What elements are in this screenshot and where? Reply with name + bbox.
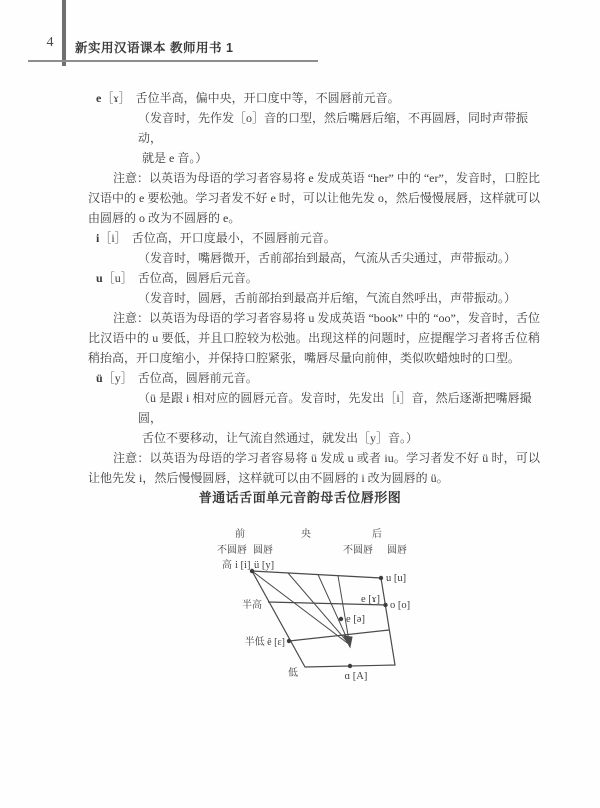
dot-schwa xyxy=(339,617,343,621)
dot-eh xyxy=(287,639,291,643)
dot-a xyxy=(348,664,352,668)
col-label-central: 央 xyxy=(301,529,311,540)
vowel-desc-e: 舌位半高，偏中央，开口度中等，不圆唇前元音。 xyxy=(135,91,400,105)
vowel-label-schwa: e [ə] xyxy=(346,614,365,625)
lip-label-back-rounded: 圆唇 xyxy=(387,545,407,556)
header-divider-bar xyxy=(62,0,66,66)
paren-e-line2: 就是 e 音。） xyxy=(142,151,208,165)
row-label-low: 低 xyxy=(288,668,298,679)
vowel-desc-yu: 舌位高，圆唇前元音。 xyxy=(137,371,258,385)
row-label-high: 高 xyxy=(222,560,232,571)
vowel-desc-u: 舌位高，圆唇后元音。 xyxy=(137,271,258,285)
row-label-mid-high: 半高 xyxy=(242,600,262,611)
vowel-head-e xyxy=(88,88,540,108)
vowel-label-a: ɑ [A] xyxy=(344,671,368,682)
vowel-letter-i: i xyxy=(96,231,100,245)
page-number: 4 xyxy=(46,35,54,50)
note-u: 注意：以英语为母语的学习者容易将 u 发成英语 “book” 中的 “oo”，发音时，舌位比汉语中的 u 要低，并且口腔较为松弛。出现这样的问题时，应提醒学习者将舌位稍稍抬高，开口度缩小，并保持口腔紧张，嘴唇尽量向前伸，类似吹蜡烛时的口型。 xyxy=(88,311,540,365)
lip-label-front-rounded: 圆唇 xyxy=(253,545,273,556)
vowel-ipa-e: ［ɤ］ xyxy=(101,91,131,105)
row-label-mid-low: 半低 ê [ɛ] xyxy=(244,637,285,648)
vowel-label-i: i [i] xyxy=(235,560,251,571)
col-label-front: 前 xyxy=(235,529,245,540)
vowel-label-u: u [u] xyxy=(386,573,407,584)
note-yu: 注意：以英语为母语的学习者容易将 ü 发成 u 或者 iu。学习者发不好 ü 时，可以让他先发 i，然后慢慢圆唇，这样就可以由不圆唇的 i 改为圆唇的 ü。 xyxy=(88,451,540,485)
vowel-head-yu xyxy=(88,368,540,388)
book-title: 新实用汉语课本 教师用书 1 xyxy=(75,41,234,55)
paren-yu-line2: 舌位不要移动，让气流自然通过，就发出［y］音。） xyxy=(142,431,419,445)
vowel-ipa-u: ［u］ xyxy=(102,271,133,285)
fan-line-1 xyxy=(252,571,350,645)
paren-e-line1: （发音时，先作发［o］音的口型，然后嘴唇后缩，不再圆唇，同时声带振动， xyxy=(138,111,529,145)
col-label-back: 后 xyxy=(372,529,382,540)
paren-i-line1: （发音时，嘴唇微开，舌前部抬到最高，气流从舌尖通过，声带振动。） xyxy=(138,251,517,265)
vowel-head-u xyxy=(88,268,540,288)
vowel-label-e-back: e [ɤ] xyxy=(361,594,380,605)
header-rule xyxy=(28,60,318,62)
vowel-label-yu: ü [y] xyxy=(254,560,275,571)
fan-line-3 xyxy=(318,575,350,645)
dot-o xyxy=(383,603,387,607)
fan-line-2 xyxy=(288,573,350,645)
diagram-title: 普通话舌面单元音韵母舌位唇形图 xyxy=(198,490,402,505)
vowel-label-o: o [o] xyxy=(390,600,411,611)
vowel-head-i xyxy=(88,228,540,248)
vowel-desc-i: 舌位高，开口度最小，不圆唇前元音。 xyxy=(131,231,336,245)
vowel-quadrilateral xyxy=(252,571,395,667)
vowel-ipa-i: ［i］ xyxy=(99,231,127,245)
dot-u xyxy=(379,576,383,580)
vowel-letter-u: u xyxy=(96,271,103,285)
lip-label-back-unrounded: 不圆唇 xyxy=(343,545,373,556)
vowel-ipa-yu: ［y］ xyxy=(102,371,133,385)
lip-label-front-unrounded: 不圆唇 xyxy=(217,545,247,556)
vowel-chart-figure xyxy=(0,525,600,705)
vowel-letter-yu: ü xyxy=(96,371,103,385)
note-e: 注意：以英语为母语的学习者容易将 e 发成英语 “her” 中的 “er”，发音时，口腔比汉语中的 e 要松弛。学习者发不好 e 时，可以让他先发 o，然后慢慢展唇，这样就可以由圆唇的 o 改为不圆唇的 e。 xyxy=(88,171,540,225)
paren-u-line1: （发音时，圆唇，舌前部抬到最高并后缩，气流自然呼出，声带振动。） xyxy=(138,291,517,305)
vowel-letter-e: e xyxy=(96,91,102,105)
paren-yu-line1: （ü 是跟 i 相对应的圆唇元音。发音时，先发出［i］音，然后逐渐把嘴唇撮圆， xyxy=(138,391,532,425)
body-text xyxy=(88,88,540,488)
